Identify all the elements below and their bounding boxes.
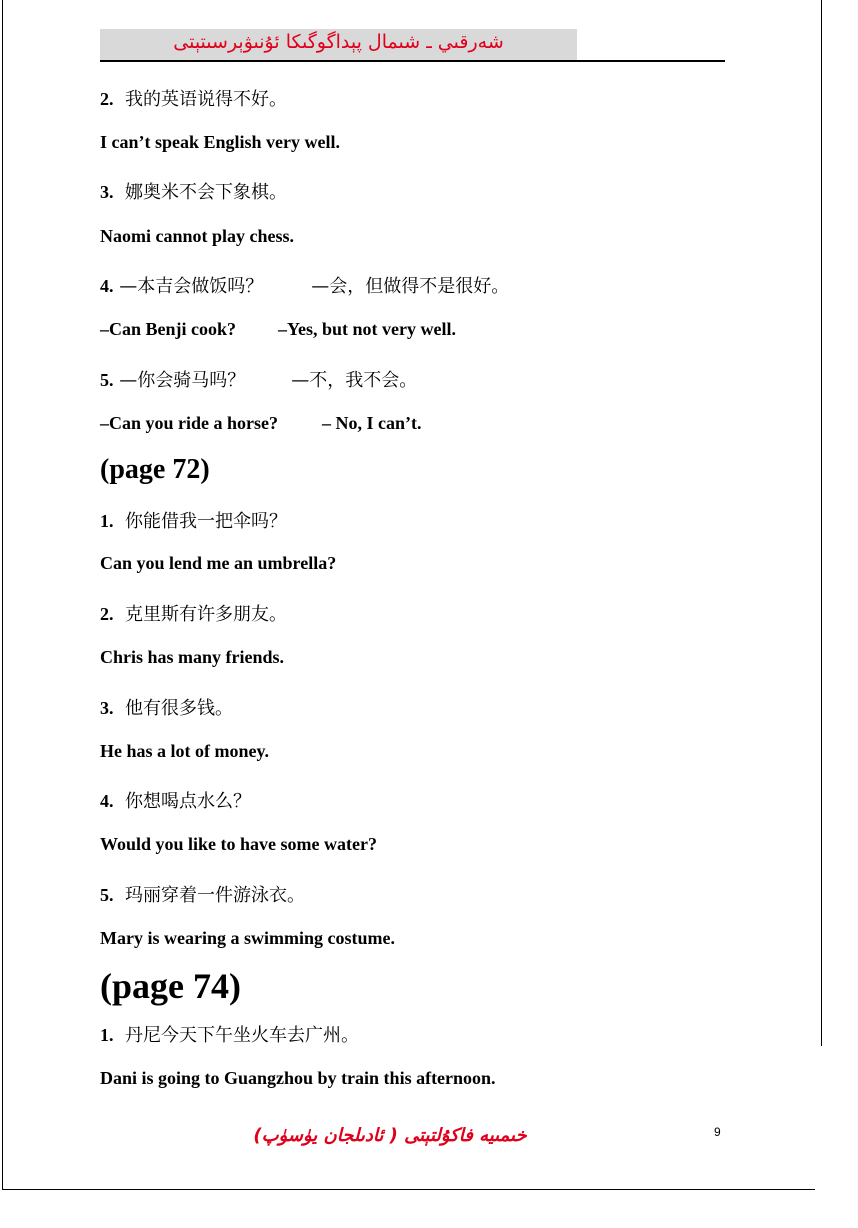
- zh-text: 你想喝点水么？: [124, 791, 251, 812]
- header-rule: [100, 60, 725, 62]
- sentence-en: Dani is going to Guangzhou by train this afternoon.: [100, 1068, 496, 1088]
- item-number: 2.: [100, 604, 114, 624]
- sentence-zh: [100, 881, 305, 907]
- sentence-en: Chris has many friends.: [100, 647, 285, 667]
- sentence-en: I can’t speak English very well.: [100, 132, 341, 152]
- item-number: 1.: [100, 1025, 114, 1045]
- zh-text: 我的英语说得不好。: [124, 89, 287, 110]
- item-number: 3.: [100, 182, 114, 202]
- sentence-en: Can you lend me an umbrella?: [100, 553, 337, 573]
- item-number: 4.: [100, 791, 114, 811]
- item-number: 2.: [100, 89, 114, 109]
- sentence-zh: [100, 787, 251, 813]
- item-number: 3.: [100, 698, 114, 718]
- question-zh: —你会骑马吗？: [119, 370, 246, 391]
- dialogue-en: [100, 413, 422, 434]
- item-number: 1.: [100, 511, 114, 531]
- header-title: شەرقىي ـ شىمال پېداگوگىكا ئۇنىۋېرسىتېتى: [100, 29, 577, 60]
- frame-gap: [815, 1046, 829, 1196]
- dialogue-zh: [100, 366, 417, 392]
- dialogue-zh: [100, 272, 509, 298]
- item-number: 4.: [100, 276, 114, 296]
- sentence-en: Would you like to have some water?: [100, 834, 377, 854]
- zh-text: 克里斯有许多朋友。: [124, 604, 287, 625]
- question-zh: —本吉会做饭吗？: [119, 276, 264, 297]
- sentence-zh: [100, 507, 287, 533]
- sentence-zh: [100, 85, 287, 111]
- sentence-en: Naomi cannot play chess.: [100, 226, 295, 246]
- sentence-zh: [100, 694, 233, 720]
- page-number: 9: [714, 1125, 721, 1139]
- answer-zh: —会，但做得不是很好。: [311, 276, 510, 297]
- zh-text: 丹尼今天下午坐火车去广州。: [124, 1025, 359, 1046]
- answer-en: – No, I can’t.: [322, 413, 422, 433]
- sentence-zh: [100, 178, 287, 204]
- question-en: –Can Benji cook?: [100, 319, 237, 339]
- question-en: –Can you ride a horse?: [100, 413, 279, 433]
- sentence-zh: [100, 600, 287, 626]
- sentence-en: He has a lot of money.: [100, 741, 269, 761]
- sentence-zh: [100, 1021, 359, 1047]
- footer-credit: خىمىيە فاكۇلتېتى ( ئادىلجان يۈسۈپ): [253, 1125, 527, 1146]
- zh-text: 你能借我一把伞吗？: [124, 511, 287, 532]
- answer-zh: —不，我不会。: [291, 370, 418, 391]
- sentence-en: Mary is wearing a swimming costume.: [100, 928, 395, 948]
- zh-text: 娜奥米不会下象棋。: [124, 182, 287, 203]
- answer-en: –Yes, but not very well.: [278, 319, 457, 339]
- dialogue-en: [100, 319, 456, 340]
- item-number: 5.: [100, 370, 114, 390]
- section-heading-page-74: (page 74): [100, 966, 241, 1006]
- zh-text: 他有很多钱。: [124, 698, 233, 719]
- section-heading-page-72: (page 72): [100, 454, 210, 485]
- item-number: 5.: [100, 885, 114, 905]
- zh-text: 玛丽穿着一件游泳衣。: [124, 885, 305, 906]
